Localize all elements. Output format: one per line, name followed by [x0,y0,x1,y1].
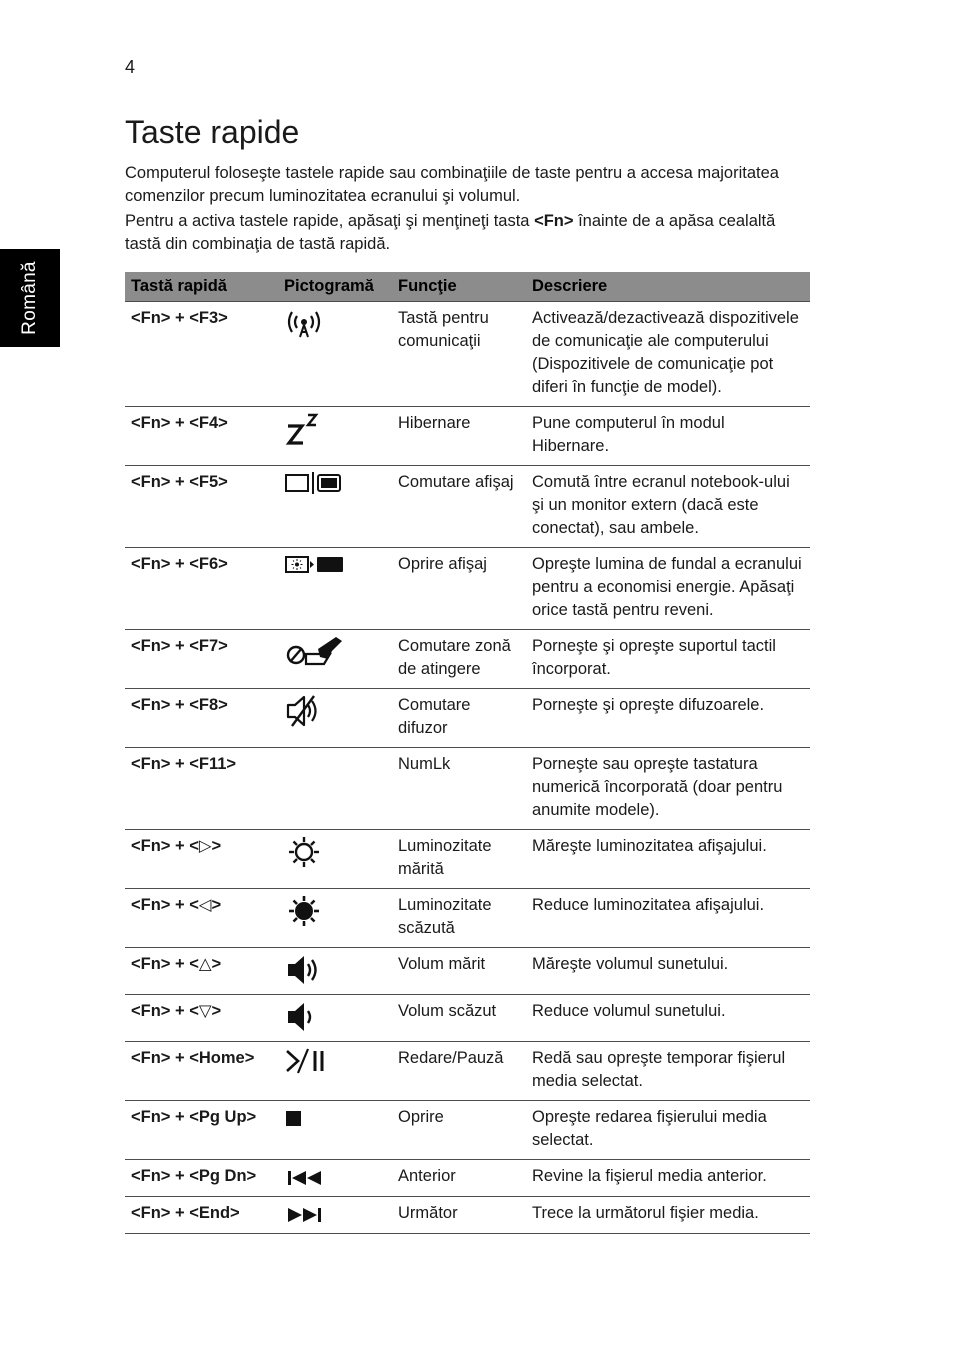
function-cell: Luminozitate scăzută [392,889,526,948]
intro-p2-key: <Fn> [534,212,574,230]
description-cell: Reduce luminozitatea afişajului. [526,889,810,948]
description-cell: Măreşte luminozitatea afişajului. [526,830,810,889]
hotkey-cell: <Fn> + <F8> [125,689,278,748]
header-icon: Pictogramă [278,272,392,302]
description-cell: Porneşte sau opreşte tastatura numerică încorporată (doar pentru anumite modele). [526,748,810,830]
table-row [125,830,810,889]
table-row [125,630,810,689]
table-row [125,689,810,748]
table-row [125,995,810,1042]
volume-up-icon [278,948,392,995]
description-cell: Activează/dezactivează dispozitivele de comunicaţie ale computerului (Dispozitivele de comunicaţie pot diferi în funcţie de model). [526,302,810,407]
function-cell: Luminozitate mărită [392,830,526,889]
description-cell: Trece la următorul fişier media. [526,1197,810,1234]
hotkey-cell: <Fn> + <▽> [125,995,278,1042]
hotkey-cell: <Fn> + <◁> [125,889,278,948]
table-row [125,1160,810,1197]
function-cell: Următor [392,1197,526,1234]
intro-paragraph-2 [125,210,815,256]
header-description: Descriere [526,272,810,302]
hotkey-cell: <Fn> + <F3> [125,302,278,407]
table-row [125,466,810,548]
header-function: Funcţie [392,272,526,302]
function-cell: Volum mărit [392,948,526,995]
description-cell: Opreşte lumina de fundal a ecranului pentru a economisi energie. Apăsaţi orice tastă pentru reveni. [526,548,810,630]
display-off-icon [278,548,392,630]
function-cell: Anterior [392,1160,526,1197]
table-row [125,1197,810,1234]
table-row [125,1101,810,1160]
brightness-up-icon [278,830,392,889]
language-side-tab-label: Română [19,261,40,335]
language-side-tab [0,249,60,347]
table-row [125,407,810,466]
intro-paragraph-1: Computerul foloseşte tastele rapide sau combinaţiile de taste pentru a accesa majoritatea comenzilor precum luminozitatea ecranului şi volumul. [125,164,779,205]
hotkeys-table [125,272,810,1234]
brightness-down-icon [278,889,392,948]
function-cell: Oprire [392,1101,526,1160]
table-row [125,548,810,630]
hotkey-cell: <Fn> + <▷> [125,830,278,889]
description-cell: Reduce volumul sunetului. [526,995,810,1042]
display-toggle-icon [278,466,392,548]
header-hotkey: Tastă rapidă [125,272,278,302]
intro-p2-pre: Pentru a activa tastele rapide, apăsaţi şi menţineţi tasta [125,212,535,230]
function-cell: Hibernare [392,407,526,466]
play-pause-icon [278,1042,392,1101]
intro-p2-post: înainte de a apăsa cealaltă tastă din combinaţia de tastă rapidă. [125,212,776,253]
hotkey-cell: <Fn> + <Pg Dn> [125,1160,278,1197]
function-cell: Comutare zonă de atingere [392,630,526,689]
intro-text [125,162,815,258]
function-cell: Comutare afişaj [392,466,526,548]
hotkey-cell: <Fn> + <F5> [125,466,278,548]
hotkey-cell: <Fn> + <F7> [125,630,278,689]
hotkey-cell: <Fn> + <Pg Up> [125,1101,278,1160]
speaker-mute-icon [278,689,392,748]
description-cell: Pune computerul în modul Hibernare. [526,407,810,466]
volume-down-icon [278,995,392,1042]
hotkey-cell: <Fn> + <△> [125,948,278,995]
description-cell: Revine la fişierul media anterior. [526,1160,810,1197]
description-cell: Porneşte şi opreşte difuzoarele. [526,689,810,748]
description-cell: Opreşte redarea fişierului media selectat. [526,1101,810,1160]
table-row [125,302,810,407]
next-track-icon [278,1197,392,1234]
icon-cell-empty [278,748,392,830]
hotkey-cell: <Fn> + <F6> [125,548,278,630]
page-number: 4 [125,57,136,77]
table-row [125,748,810,830]
function-cell: Comutare difuzor [392,689,526,748]
function-cell: NumLk [392,748,526,830]
description-cell: Măreşte volumul sunetului. [526,948,810,995]
function-cell: Tastă pentru comunicaţii [392,302,526,407]
description-cell: Comută între ecranul notebook-ului şi un monitor extern (dacă este conectat), sau ambele. [526,466,810,548]
wireless-communication-icon [278,302,392,407]
previous-track-icon [278,1160,392,1197]
table-row [125,889,810,948]
function-cell: Redare/Pauză [392,1042,526,1101]
table-header-row [125,272,810,302]
table-row [125,1042,810,1101]
hotkey-cell: <Fn> + <End> [125,1197,278,1234]
description-cell: Porneşte şi opreşte suportul tactil încorporat. [526,630,810,689]
sleep-zz-icon [278,407,392,466]
hotkey-cell: <Fn> + <F11> [125,748,278,830]
stop-icon [278,1101,392,1160]
description-cell: Redă sau opreşte temporar fişierul media selectat. [526,1042,810,1101]
hotkey-cell: <Fn> + <Home> [125,1042,278,1101]
hotkey-cell: <Fn> + <F4> [125,407,278,466]
function-cell: Oprire afişaj [392,548,526,630]
touchpad-toggle-icon [278,630,392,689]
page-title: Taste rapide [125,114,300,150]
table-row [125,948,810,995]
function-cell: Volum scăzut [392,995,526,1042]
